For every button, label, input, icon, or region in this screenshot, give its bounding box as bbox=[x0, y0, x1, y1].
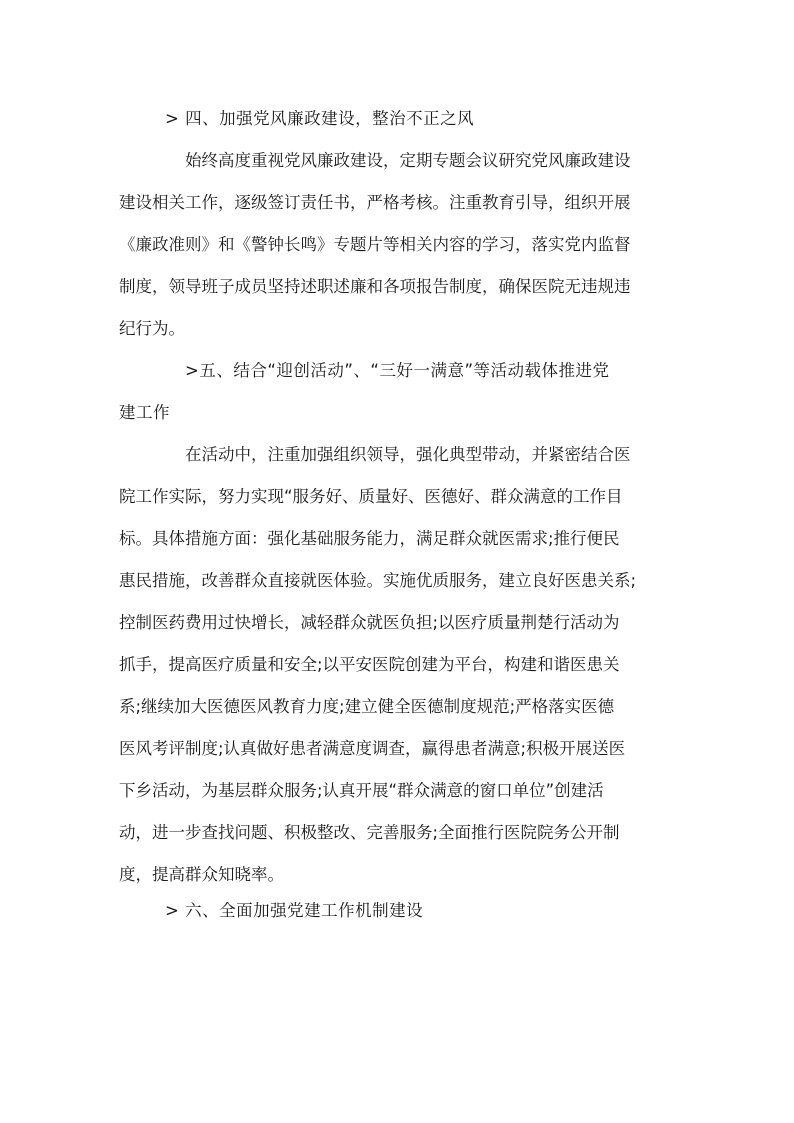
section-5-paragraph-line: 度，提高群众知晓率。 bbox=[119, 865, 284, 884]
section-5-paragraph-line: 下乡活动，为基层群众服务;认真开展“群众满意的窗口单位”创建活 bbox=[119, 781, 604, 800]
section-5-paragraph-line: 院工作实际，努力实现“服务好、质量好、医德好、群众满意的工作目 bbox=[119, 487, 623, 506]
section-5-paragraph-line: 动，进一步查找问题、积极整改、完善服务;全面推行医院院务公开制 bbox=[119, 823, 620, 842]
section-5-heading: >五、结合“迎创活动”、“三好一满意”等活动载体推进党 bbox=[185, 361, 610, 380]
section-4-paragraph-line: 纪行为。 bbox=[119, 319, 185, 338]
section-5-paragraph-line: 抓手，提高医疗质量和安全;以平安医院创建为平台，构建和谐医患关 bbox=[119, 655, 620, 674]
section-6-heading: > 六、全面加强党建工作机制建设 bbox=[165, 901, 424, 920]
section-4-paragraph-line: 始终高度重视党风廉政建设，定期专题会议研究党风廉政建设 bbox=[185, 151, 631, 170]
section-5-paragraph-line: 惠民措施，改善群众直接就医体验。实施优质服务，建立良好医患关系; bbox=[119, 571, 637, 590]
section-4-heading: > 四、加强党风廉政建设，整治不正之风 bbox=[165, 109, 475, 128]
section-5-heading: 建工作 bbox=[119, 403, 170, 422]
section-4-paragraph-line: 建设相关工作，逐级签订责任书，严格考核。注重教育引导，组织开展 bbox=[119, 193, 631, 212]
section-5-paragraph-line: 在活动中，注重加强组织领导，强化典型带动，并紧密结合医 bbox=[185, 445, 631, 464]
section-4-paragraph-line: 《廉政准则》和《警钟长鸣》专题片等相关内容的学习，落实党内监督 bbox=[119, 235, 631, 254]
section-5-paragraph-line: 控制医药费用过快增长，减轻群众就医负担;以医疗质量荆楚行活动为 bbox=[119, 613, 620, 632]
section-5-paragraph-line: 医风考评制度;认真做好患者满意度调查，赢得患者满意;积极开展送医 bbox=[119, 739, 626, 758]
section-5-paragraph-line: 系;继续加大医德医风教育力度;建立健全医德制度规范;严格落实医德 bbox=[119, 697, 615, 716]
section-4-paragraph-line: 制度，领导班子成员坚持述职述廉和各项报告制度，确保医院无违规违 bbox=[119, 277, 631, 296]
section-5-paragraph-line: 标。具体措施方面：强化基础服务能力，满足群众就医需求;推行便民 bbox=[119, 529, 620, 548]
